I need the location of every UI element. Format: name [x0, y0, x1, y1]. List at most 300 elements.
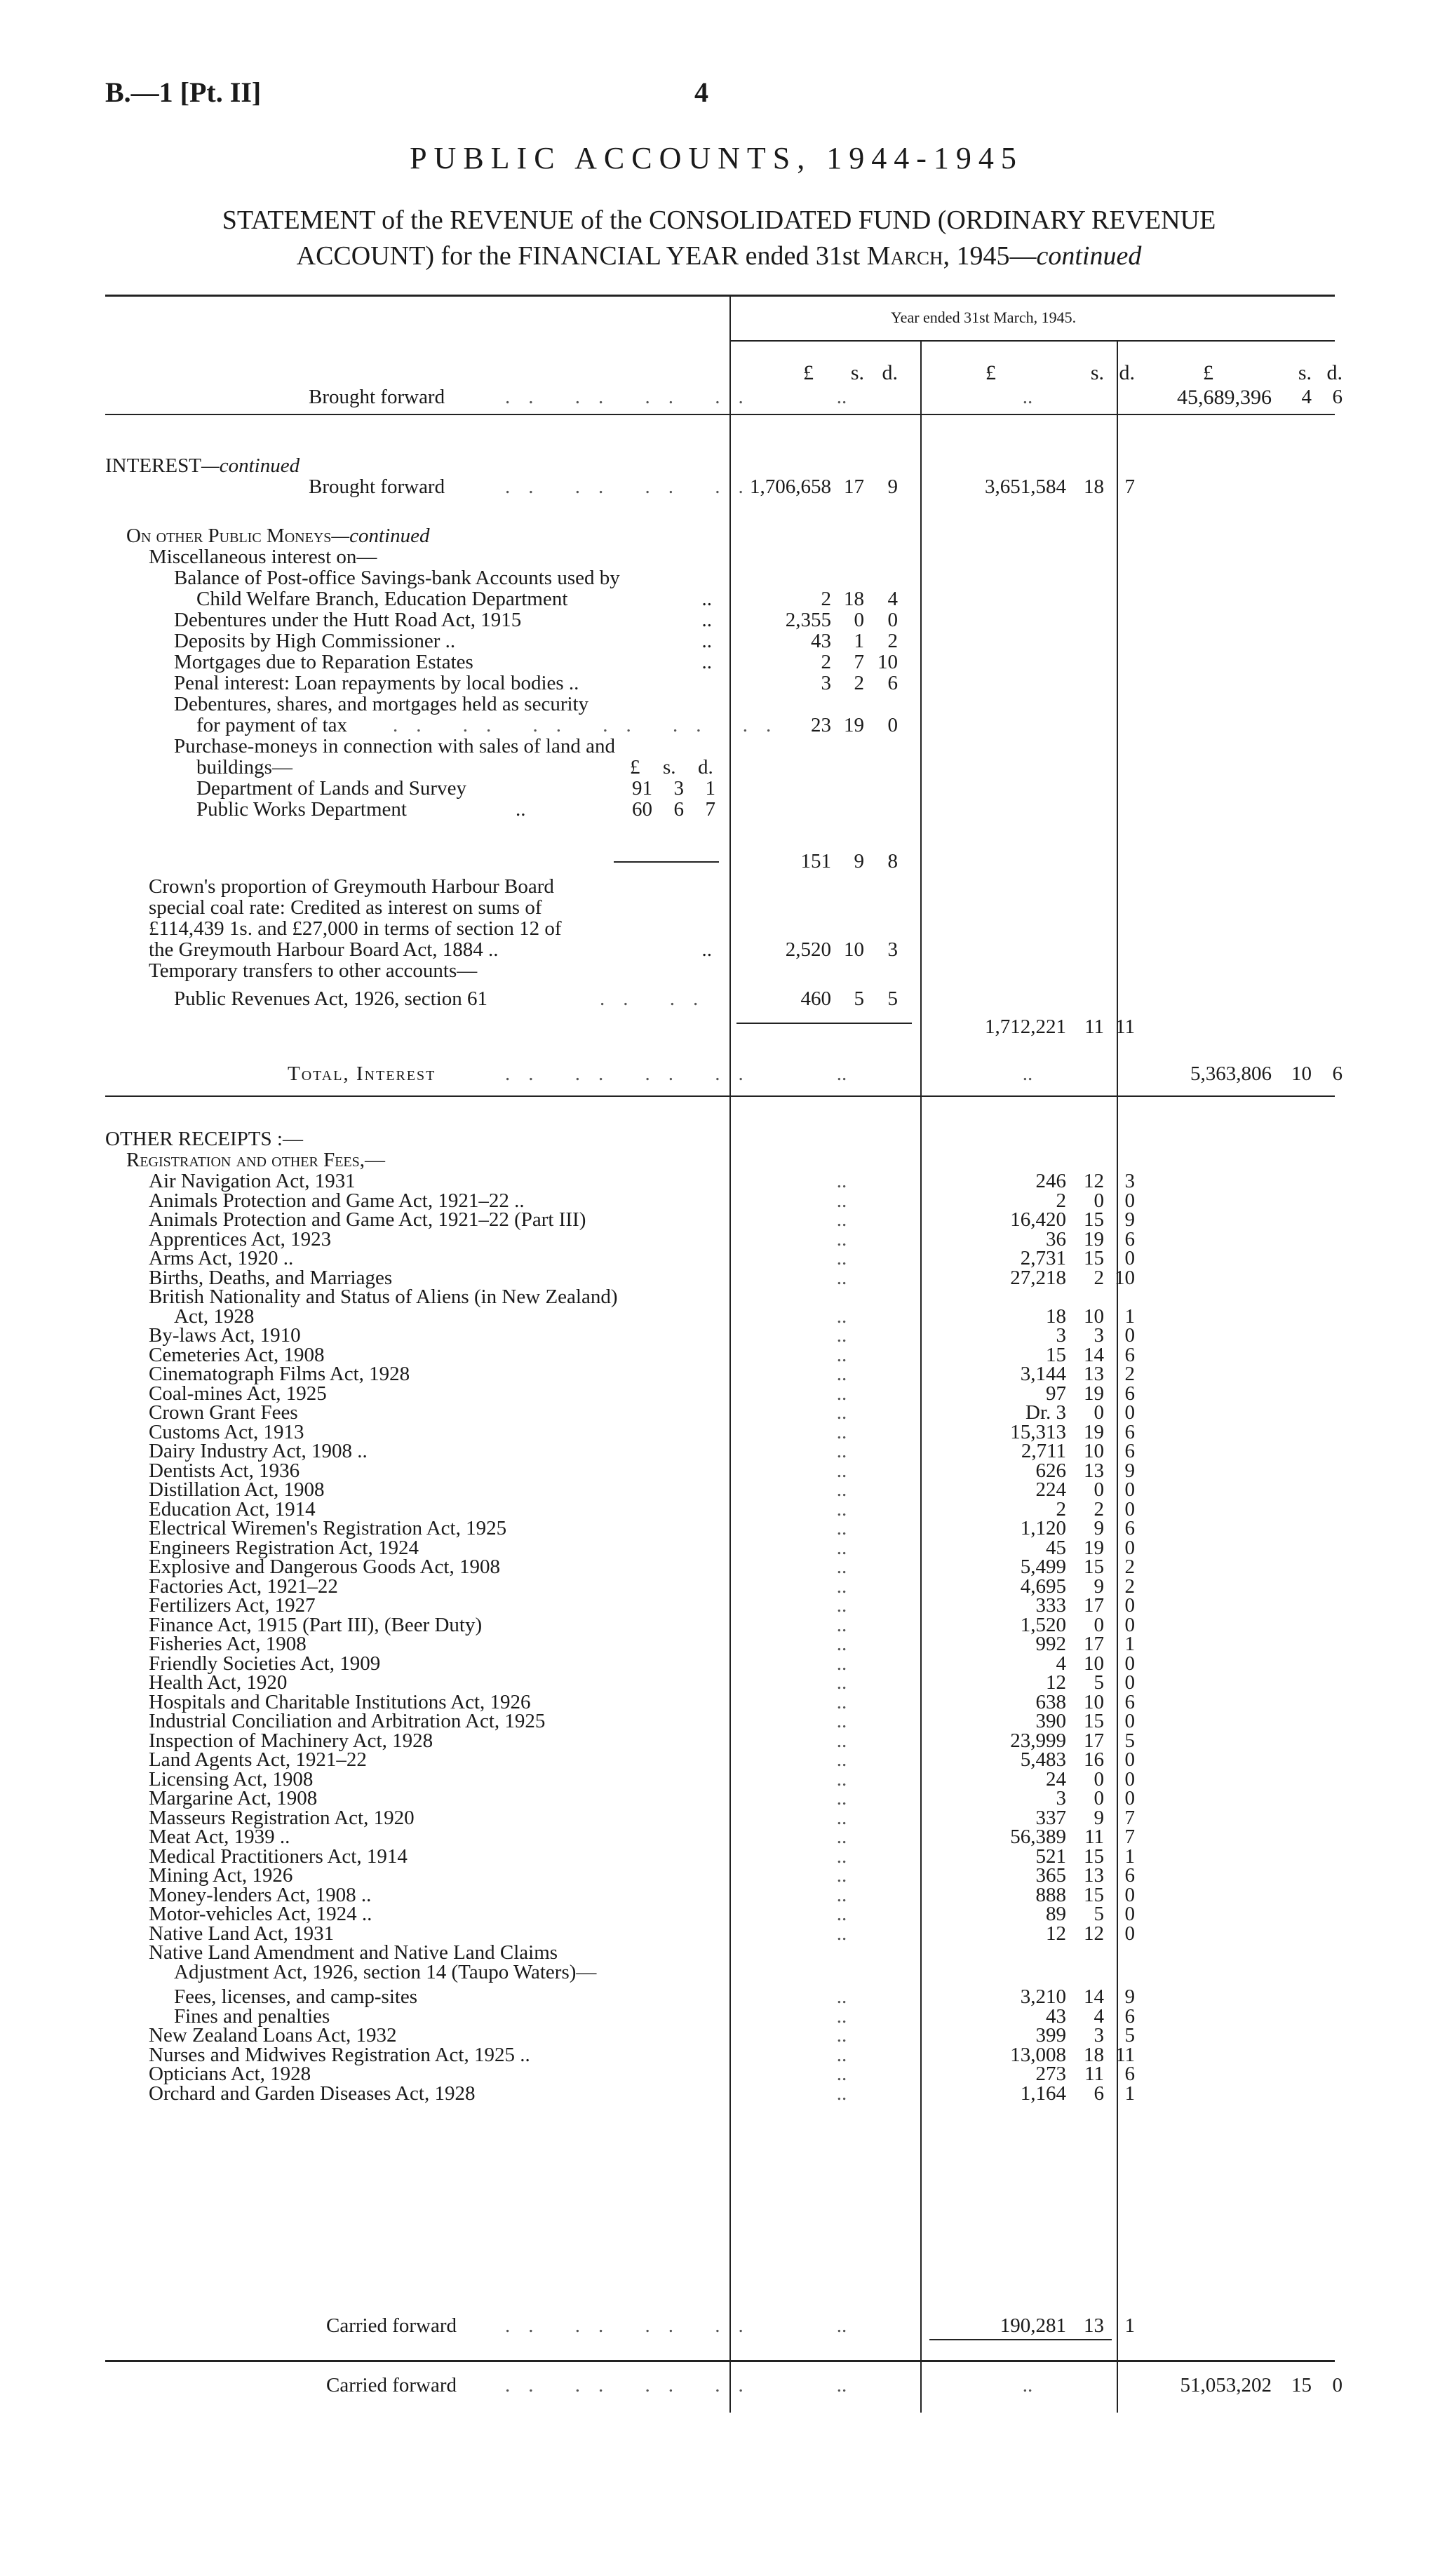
- registration-fees-row: [0, 1149, 1433, 1170]
- receipt-label: Meat Act, 1939 ..: [149, 1826, 290, 1848]
- col1-empty: ..: [836, 1884, 847, 1906]
- receipt-label: Customs Act, 1913: [149, 1421, 304, 1443]
- native-land-row: [0, 1961, 1433, 1982]
- receipt-pounds: 4,695: [1020, 1575, 1066, 1598]
- receipt-shillings: 2: [1094, 1267, 1104, 1289]
- receipt-row: [0, 1189, 1433, 1211]
- receipt-pounds: 2,731: [1020, 1247, 1066, 1269]
- receipt-row: [0, 1864, 1433, 1885]
- total-interest-pounds: 5,363,806: [1190, 1063, 1272, 1085]
- purchase-sub-shillings: 6: [673, 798, 684, 821]
- receipt-row: [0, 1787, 1433, 1808]
- receipt-pounds: 23,999: [1010, 1729, 1066, 1752]
- receipt-label: Hospitals and Charitable Institutions Act, 1926: [149, 1691, 531, 1713]
- receipt-row: [0, 1382, 1433, 1403]
- crown-proportion-label: Crown's proportion of Greymouth Harbour Board: [149, 875, 554, 898]
- purchase-moneys-row: [0, 735, 1433, 756]
- receipt-pence: 6: [1124, 1421, 1135, 1443]
- interest-brought-forward-row: Brought forward .. .. .. .. 1,706,658 17 9 3,651,584 18 7: [309, 476, 1135, 498]
- receipt-label: Finance Act, 1915 (Part III), (Beer Duty): [149, 1614, 483, 1636]
- receipt-label: Opticians Act, 1928: [149, 2063, 311, 2085]
- receipt-label: Apprentices Act, 1923: [149, 1228, 332, 1250]
- receipt-pence: 0: [1124, 1884, 1135, 1906]
- receipt-pounds: 3: [1056, 1787, 1066, 1809]
- receipt-label: Crown Grant Fees: [149, 1401, 298, 1424]
- receipt-pence: 0: [1124, 1748, 1135, 1771]
- document-reference: B.—1 [Pt. II]: [105, 76, 262, 108]
- brought-forward-label: Brought forward: [309, 386, 445, 408]
- col2-subtotal-rule: [929, 2339, 1112, 2340]
- receipt-pence: 0: [1124, 1903, 1135, 1925]
- crown-proportion-row: [0, 875, 1433, 896]
- col1-empty: ..: [836, 1710, 847, 1732]
- receipt-row: [0, 1208, 1433, 1229]
- receipt-pence: 6: [1124, 1344, 1135, 1366]
- purchase-sub-label: Public Works Department: [196, 798, 407, 821]
- interest-item-pounds: 2,355: [785, 609, 831, 631]
- receipt-pounds: 97: [1046, 1382, 1066, 1405]
- receipt-row: [0, 1985, 1433, 2007]
- interest-item-pounds: 2: [821, 588, 831, 610]
- receipt-pounds: 4: [1056, 1652, 1066, 1675]
- receipt-shillings: 13: [1084, 1363, 1104, 1385]
- receipt-pounds: 638: [1035, 1691, 1066, 1713]
- interest-item-row: Mortgages due to Reparation Estates .. 2 7 10: [174, 651, 898, 673]
- receipt-pounds: 992: [1035, 1633, 1066, 1655]
- col1-empty: ..: [836, 1748, 847, 1771]
- col1-empty: ..: [836, 2044, 847, 2066]
- receipt-pounds: 1,520: [1020, 1614, 1066, 1636]
- receipt-shillings: 10: [1084, 1440, 1104, 1462]
- interest-item-label: Debentures under the Hutt Road Act, 1915: [174, 609, 522, 631]
- interest-item-shillings: 18: [844, 588, 864, 610]
- receipt-label: Fines and penalties: [174, 2005, 330, 2028]
- interest-item-label: Deposits by High Commissioner ..: [174, 630, 456, 652]
- receipt-shillings: 15: [1084, 1845, 1104, 1868]
- receipt-row: [0, 1247, 1433, 1268]
- receipt-shillings: 10: [1084, 1652, 1104, 1675]
- receipt-shillings: 10: [1084, 1691, 1104, 1713]
- receipt-shillings: 5: [1094, 1671, 1104, 1694]
- receipt-row: [0, 1170, 1433, 1191]
- receipt-row: [0, 1305, 1433, 1326]
- col1-empty: ..: [836, 2005, 847, 2028]
- section-rule-2: [105, 1095, 1335, 1097]
- native-land-row: [0, 1941, 1433, 1962]
- interest-item-shillings: 19: [844, 714, 864, 736]
- purchase-sub-pence: 7: [705, 798, 715, 821]
- col3-pence-header: d.: [1326, 361, 1343, 384]
- receipt-shillings: 0: [1094, 1787, 1104, 1809]
- interest-bf-col1-pounds: 1,706,658: [750, 476, 831, 498]
- misc-interest-label: Miscellaneous interest on—: [149, 546, 377, 568]
- receipt-label: Distillation Act, 1908: [149, 1478, 325, 1501]
- interest-item-label: Penal interest: Loan repayments by local bodies ..: [174, 672, 579, 694]
- receipt-pounds: 12: [1046, 1671, 1066, 1694]
- crown-proportion-label: special coal rate: Credited as interest on sums of: [149, 896, 542, 919]
- receipt-row: [0, 1903, 1433, 1924]
- receipt-label: Dentists Act, 1936: [149, 1459, 300, 1482]
- purchase-sub-pound-header: £: [630, 756, 640, 778]
- receipt-pence: 0: [1124, 1189, 1135, 1212]
- receipt-pounds: Dr. 3: [1025, 1401, 1066, 1424]
- col2-pence-header: d.: [1119, 361, 1135, 384]
- carried-forward-inner-shillings: 13: [1084, 2314, 1104, 2337]
- interest-item-row: [0, 672, 1433, 693]
- receipt-shillings: 17: [1084, 1729, 1104, 1752]
- interest-item-row: [0, 693, 1433, 714]
- receipt-pounds: 45: [1046, 1537, 1066, 1559]
- carried-forward-inner-pounds: 190,281: [1000, 2314, 1066, 2337]
- receipt-pence: 9: [1124, 1208, 1135, 1231]
- col1-empty: ..: [836, 1922, 847, 1945]
- receipt-pounds: 89: [1046, 1903, 1066, 1925]
- col1-pence-header: d.: [882, 361, 898, 384]
- receipt-row: [0, 1671, 1433, 1692]
- public-moneys-heading-row: [0, 525, 1433, 546]
- receipt-shillings: 17: [1084, 1594, 1104, 1617]
- col1-empty: ..: [836, 2082, 847, 2105]
- receipt-label: Cemeteries Act, 1908: [149, 1344, 325, 1366]
- receipt-label: Act, 1928: [174, 1305, 255, 1328]
- receipt-pence: 7: [1124, 1807, 1135, 1829]
- receipt-pounds: 521: [1035, 1845, 1066, 1868]
- receipt-row: [0, 1421, 1433, 1442]
- total-interest-col1: ..: [836, 1063, 847, 1085]
- receipt-label: New Zealand Loans Act, 1932: [149, 2024, 397, 2046]
- receipt-row: [0, 1826, 1433, 1847]
- crown-proportion-label: £114,439 1s. and £27,000 in terms of section 12 of: [149, 917, 562, 940]
- receipt-row: [0, 1498, 1433, 1519]
- receipt-label: Education Act, 1914: [149, 1498, 316, 1520]
- receipt-pence: 0: [1124, 1614, 1135, 1636]
- header-underline: [729, 340, 1335, 342]
- interest-subtotal-pence: 11: [1115, 1016, 1135, 1038]
- receipt-label: Motor-vehicles Act, 1924 ..: [149, 1903, 372, 1925]
- col1-empty: ..: [836, 1421, 847, 1443]
- purchase-sub-label: Department of Lands and Survey: [196, 777, 466, 800]
- currency-header-row: [0, 361, 1433, 382]
- col1-empty: ..: [836, 1594, 847, 1617]
- statement-title-line1: STATEMENT of the REVENUE of the CONSOLIDATED FUND (ORDINARY REVENUE: [222, 205, 1216, 235]
- receipt-label: Cinematograph Films Act, 1928: [149, 1363, 410, 1385]
- receipt-shillings: 13: [1084, 1459, 1104, 1482]
- brought-forward-top-row: Brought forward .. .. .. .. .. .. 45,689,396 4 6: [309, 386, 1343, 409]
- interest-item-shillings: 1: [854, 630, 864, 652]
- purchase-total-pence: 8: [887, 850, 898, 872]
- interest-bf-col2-pence: 7: [1124, 476, 1135, 498]
- purchase-total-row: [0, 850, 1433, 871]
- receipt-pounds: 273: [1035, 2063, 1066, 2085]
- crown-proportion-row: the Greymouth Harbour Board Act, 1884 .. .. 2,520 10 3: [149, 938, 898, 961]
- interest-item-pence: 0: [887, 714, 898, 736]
- crown-amount-shillings: 10: [844, 938, 864, 961]
- receipt-pence: 6: [1124, 1864, 1135, 1887]
- statement-title-line2: ACCOUNT) for the FINANCIAL YEAR ended 31st March, 1945—continued: [296, 241, 1142, 271]
- receipt-pence: 9: [1124, 1459, 1135, 1482]
- receipt-row: [0, 1537, 1433, 1558]
- receipt-label: Medical Practitioners Act, 1914: [149, 1845, 408, 1868]
- interest-item-row: Child Welfare Branch, Education Department .. 2 18 4: [196, 588, 898, 610]
- receipt-label: Electrical Wiremen's Registration Act, 1925: [149, 1517, 507, 1539]
- receipt-row: [0, 1324, 1433, 1345]
- receipt-pounds: 626: [1035, 1459, 1066, 1482]
- receipt-label: Engineers Registration Act, 1924: [149, 1537, 419, 1559]
- receipt-shillings: 14: [1084, 1985, 1104, 2008]
- receipt-shillings: 19: [1084, 1537, 1104, 1559]
- purchase-sub-row: [0, 777, 1433, 798]
- interest-subtotal-pounds: 1,712,221: [985, 1016, 1066, 1038]
- interest-heading: INTEREST—continued: [105, 454, 300, 477]
- receipt-pence: 0: [1124, 1652, 1135, 1675]
- receipt-row: [0, 1748, 1433, 1769]
- receipt-shillings: 3: [1094, 2024, 1104, 2046]
- receipt-shillings: 17: [1084, 1633, 1104, 1655]
- receipt-pence: 6: [1124, 2063, 1135, 2085]
- receipt-shillings: 15: [1084, 1556, 1104, 1578]
- other-receipts-heading-row: [0, 1128, 1433, 1149]
- receipt-pence: 0: [1124, 1401, 1135, 1424]
- col1-empty: ..: [836, 1401, 847, 1424]
- receipt-row: [0, 1440, 1433, 1461]
- receipt-pounds: 2: [1056, 1189, 1066, 1212]
- receipt-pence: 0: [1124, 1787, 1135, 1809]
- receipt-row: [0, 1807, 1433, 1828]
- receipt-row: [0, 1710, 1433, 1731]
- receipt-pounds: 43: [1046, 2005, 1066, 2028]
- receipt-row: [0, 1517, 1433, 1538]
- col1-empty: ..: [836, 1864, 847, 1887]
- receipt-shillings: 2: [1094, 1498, 1104, 1520]
- total-interest-label: Total, Interest: [288, 1063, 436, 1085]
- col1-empty: ..: [836, 1440, 847, 1462]
- col1-empty: ..: [836, 2024, 847, 2046]
- interest-item-label: Child Welfare Branch, Education Department: [196, 588, 568, 610]
- col1-empty: ..: [836, 1459, 847, 1482]
- receipt-row: [0, 1344, 1433, 1365]
- receipt-pence: 6: [1124, 1517, 1135, 1539]
- receipt-pence: 3: [1124, 1170, 1135, 1192]
- interest-bf-col1-shillings: 17: [844, 476, 864, 498]
- purchase-sub-shilling-header: s.: [663, 756, 676, 778]
- receipt-shillings: 18: [1084, 2044, 1104, 2066]
- col1-empty: ..: [836, 1170, 847, 1192]
- receipt-pence: 0: [1124, 1594, 1135, 1617]
- receipt-pounds: 56,389: [1010, 1826, 1066, 1848]
- col1-empty: ..: [836, 2063, 847, 2085]
- receipt-pence: 1: [1124, 1305, 1135, 1328]
- receipt-label: British Nationality and Status of Aliens (in New Zealand): [149, 1286, 618, 1308]
- receipt-pence: 9: [1124, 1985, 1135, 2008]
- receipt-pounds: 18: [1046, 1305, 1066, 1328]
- receipt-pounds: 12: [1046, 1922, 1066, 1945]
- receipt-pence: 2: [1124, 1363, 1135, 1385]
- receipt-shillings: 15: [1084, 1884, 1104, 1906]
- receipt-pounds: 27,218: [1010, 1267, 1066, 1289]
- receipt-shillings: 6: [1094, 2082, 1104, 2105]
- table-top-rule: [105, 295, 1335, 297]
- col3-pound-header: £: [1203, 361, 1213, 384]
- col1-empty: ..: [836, 1768, 847, 1791]
- receipt-shillings: 15: [1084, 1247, 1104, 1269]
- receipt-shillings: 14: [1084, 1344, 1104, 1366]
- receipt-pence: 6: [1124, 1382, 1135, 1405]
- col1-empty: ..: [836, 1691, 847, 1713]
- receipt-pence: 0: [1124, 1498, 1135, 1520]
- receipt-shillings: 15: [1084, 1710, 1104, 1732]
- receipt-label: Inspection of Machinery Act, 1928: [149, 1729, 433, 1752]
- col1-empty: ..: [836, 1189, 847, 1212]
- interest-item-label: Mortgages due to Reparation Estates: [174, 651, 473, 673]
- interest-item-pence: 0: [887, 609, 898, 631]
- col1-empty: ..: [836, 1228, 847, 1250]
- receipt-shillings: 0: [1094, 1478, 1104, 1501]
- interest-subtotal-row: [0, 1016, 1433, 1037]
- receipt-label: Money-lenders Act, 1908 ..: [149, 1884, 372, 1906]
- receipt-label: Masseurs Registration Act, 1920: [149, 1807, 415, 1829]
- col1-empty: ..: [836, 1787, 847, 1809]
- receipt-pounds: 1,164: [1020, 2082, 1066, 2105]
- registration-fees-heading: Registration and other Fees,—: [126, 1149, 386, 1171]
- receipt-pounds: 337: [1035, 1807, 1066, 1829]
- receipt-row: [0, 2082, 1433, 2103]
- receipt-row: [0, 1922, 1433, 1943]
- interest-item-pounds: 43: [811, 630, 831, 652]
- receipt-pence: 0: [1124, 1478, 1135, 1501]
- interest-item-shillings: 2: [854, 672, 864, 694]
- col1-empty: ..: [836, 1826, 847, 1848]
- crown-proportion-label: the Greymouth Harbour Board Act, 1884 ..: [149, 938, 499, 961]
- total-interest-pence: 6: [1332, 1063, 1343, 1085]
- receipt-pence: 2: [1124, 1575, 1135, 1598]
- temp-transfers-label: Temporary transfers to other accounts—: [149, 959, 478, 982]
- receipt-label: Mining Act, 1926: [149, 1864, 293, 1887]
- col1-empty: ..: [836, 1537, 847, 1559]
- col1-empty: ..: [836, 1652, 847, 1675]
- receipt-pounds: 5,483: [1020, 1748, 1066, 1771]
- receipt-row: [0, 2024, 1433, 2045]
- purchase-total-pounds: 151: [800, 850, 831, 872]
- receipt-pounds: 224: [1035, 1478, 1066, 1501]
- purchase-moneys-label: Purchase-moneys in connection with sales of land and: [174, 735, 615, 757]
- receipt-row: [0, 1363, 1433, 1384]
- receipt-label: Animals Protection and Game Act, 1921–22 (Part III): [149, 1208, 586, 1231]
- receipt-label: Fertilizers Act, 1927: [149, 1594, 316, 1617]
- purchase-moneys-label: buildings—: [196, 756, 292, 778]
- interest-item-shillings: 7: [854, 651, 864, 673]
- interest-item-label: Debentures, shares, and mortgages held as security: [174, 693, 589, 715]
- receipt-shillings: 9: [1094, 1575, 1104, 1598]
- col1-empty: ..: [836, 1344, 847, 1366]
- col1-empty: ..: [836, 1845, 847, 1868]
- receipt-row: [0, 1768, 1433, 1789]
- receipt-row: [0, 1845, 1433, 1866]
- public-moneys-heading: On other Public Moneys—continued: [126, 525, 430, 547]
- receipt-pounds: 333: [1035, 1594, 1066, 1617]
- year-heading: Year ended 31st March, 1945.: [891, 309, 1077, 326]
- receipt-pence: 0: [1124, 1247, 1135, 1269]
- receipt-pounds: 3,210: [1020, 1985, 1066, 2008]
- receipt-row: [0, 2063, 1433, 2084]
- col1-empty: ..: [836, 1498, 847, 1520]
- receipt-row: [0, 1729, 1433, 1751]
- receipt-label: Fisheries Act, 1908: [149, 1633, 307, 1655]
- interest-brought-forward-label: Brought forward: [309, 476, 445, 498]
- receipt-row: [0, 1691, 1433, 1712]
- section-rule-1: [105, 414, 1335, 415]
- carried-forward-bottom-row: Carried forward .. .. .. .. .. .. 51,053,202 15 0: [326, 2374, 1343, 2396]
- interest-item-label: for payment of tax: [196, 714, 348, 736]
- col1-empty: ..: [836, 1575, 847, 1598]
- receipt-shillings: 11: [1084, 2063, 1104, 2085]
- crown-proportion-row: [0, 917, 1433, 938]
- interest-bf-col2-pounds: 3,651,584: [985, 476, 1066, 498]
- receipt-pence: 6: [1124, 1228, 1135, 1250]
- col1-shilling-header: s.: [850, 361, 864, 384]
- receipt-pounds: 24: [1046, 1768, 1066, 1791]
- interest-subtotal-shillings: 11: [1084, 1016, 1104, 1038]
- interest-item-row: Deposits by High Commissioner .. .. 43 1 2: [174, 630, 898, 652]
- interest-item-row: for payment of tax .. .. .. .. .. .. 23 19 0: [196, 714, 898, 736]
- col1-empty: ..: [836, 386, 847, 408]
- interest-item-pounds: 2: [821, 651, 831, 673]
- receipt-label: Explosive and Dangerous Goods Act, 1908: [149, 1556, 500, 1578]
- receipt-row: [0, 1614, 1433, 1635]
- receipt-shillings: 11: [1084, 1826, 1104, 1848]
- receipt-label: Margarine Act, 1908: [149, 1787, 318, 1809]
- receipt-pence: 10: [1115, 1267, 1135, 1289]
- receipt-pence: 7: [1124, 1826, 1135, 1848]
- interest-item-pence: 4: [887, 588, 898, 610]
- receipt-label: Factories Act, 1921–22: [149, 1575, 338, 1598]
- col1-empty: ..: [836, 1985, 847, 2008]
- receipt-shillings: 10: [1084, 1305, 1104, 1328]
- purchase-moneys-row: [0, 756, 1433, 777]
- public-revenues-pounds: 460: [800, 987, 831, 1010]
- col1-empty: ..: [836, 1556, 847, 1578]
- receipt-pence: 0: [1124, 1922, 1135, 1945]
- col2-pound-header: £: [985, 361, 996, 384]
- receipt-pence: 0: [1124, 1768, 1135, 1791]
- receipt-label: Arms Act, 1920 ..: [149, 1247, 294, 1269]
- col1-empty: ..: [836, 1363, 847, 1385]
- crown-amount-pounds: 2,520: [785, 938, 831, 961]
- interest-item-pence: 10: [877, 651, 898, 673]
- receipt-pounds: 2: [1056, 1498, 1066, 1520]
- interest-item-label: Balance of Post-office Savings-bank Accounts used by: [174, 567, 620, 589]
- carried-forward-bottom-label: Carried forward: [326, 2374, 457, 2396]
- receipt-pounds: 888: [1035, 1884, 1066, 1906]
- col1-empty: ..: [836, 1517, 847, 1539]
- receipt-shillings: 19: [1084, 1228, 1104, 1250]
- col1-empty: ..: [836, 1807, 847, 1829]
- receipt-pence: 6: [1124, 1440, 1135, 1462]
- public-revenues-pence: 5: [887, 987, 898, 1010]
- interest-item-shillings: 0: [854, 609, 864, 631]
- receipt-label: Land Agents Act, 1921–22: [149, 1748, 367, 1771]
- receipt-pence: 6: [1124, 1691, 1135, 1713]
- receipt-label: Health Act, 1920: [149, 1671, 288, 1694]
- receipt-shillings: 0: [1094, 1401, 1104, 1424]
- col1-empty: ..: [836, 1324, 847, 1347]
- col1-empty: ..: [836, 1208, 847, 1231]
- receipt-pounds: 3: [1056, 1324, 1066, 1347]
- receipt-label: Native Land Act, 1931: [149, 1922, 335, 1945]
- receipt-label: Coal-mines Act, 1925: [149, 1382, 327, 1405]
- receipt-pounds: 15,313: [1010, 1421, 1066, 1443]
- receipt-shillings: 5: [1094, 1903, 1104, 1925]
- receipt-pounds: 3,144: [1020, 1363, 1066, 1385]
